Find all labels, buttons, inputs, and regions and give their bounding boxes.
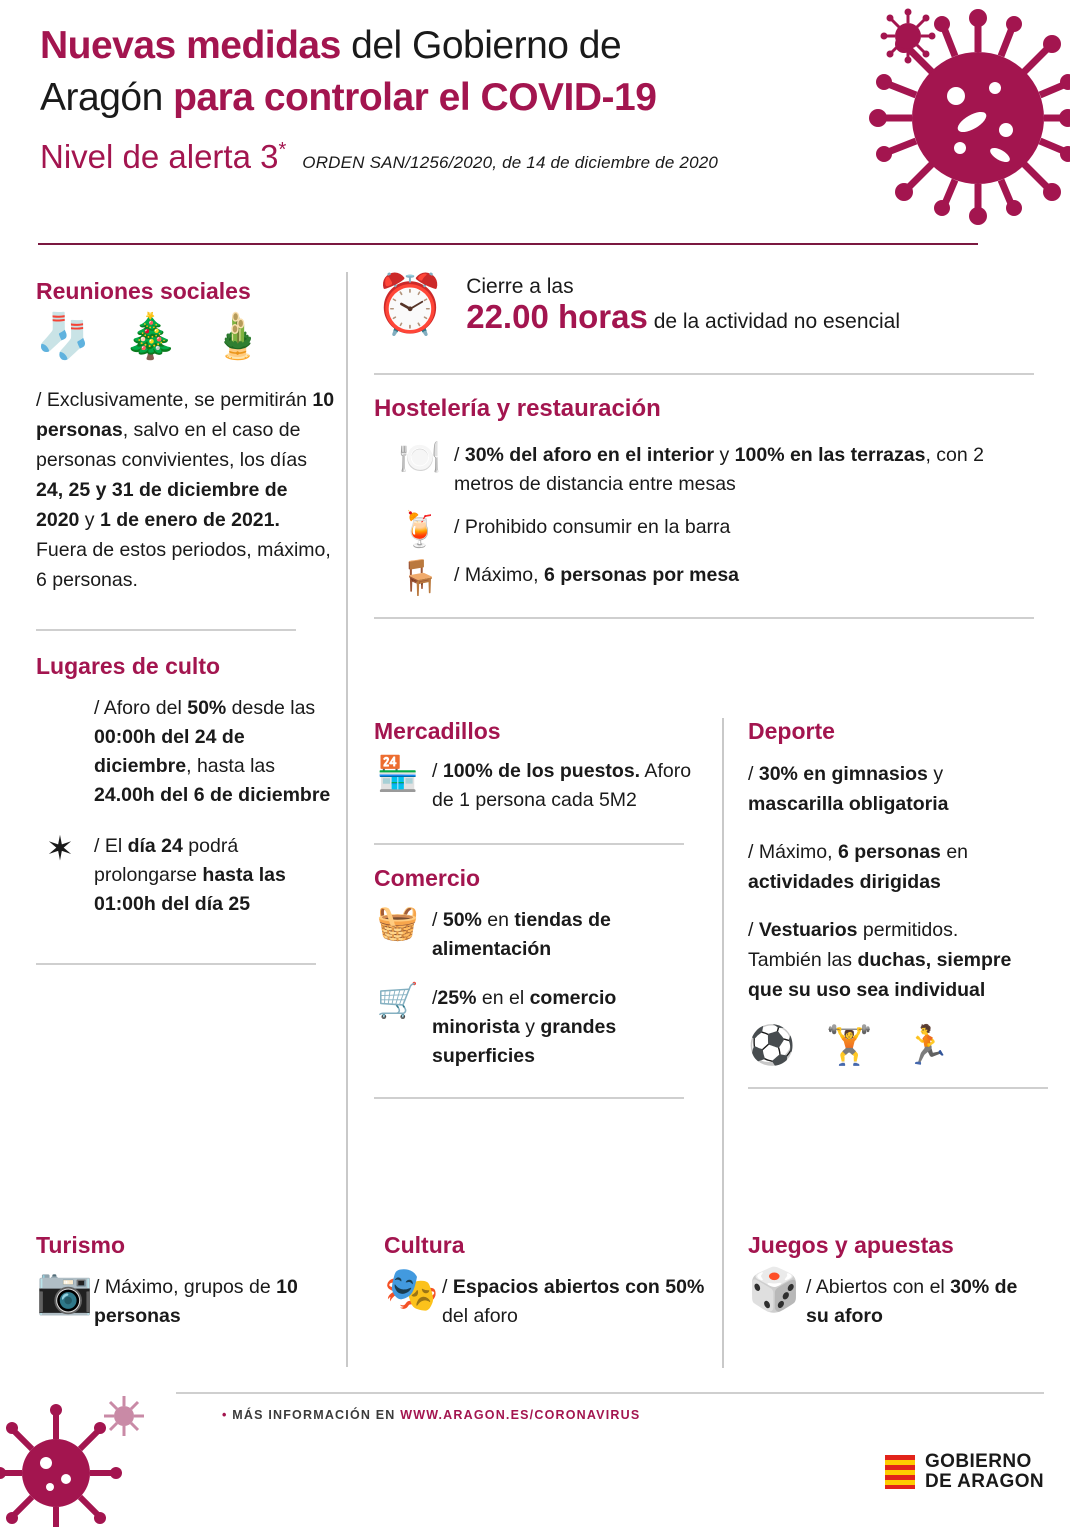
title-highlight-1: Nuevas medidas [40, 24, 341, 67]
divider-deporte [748, 1087, 1048, 1089]
divider-culto [36, 963, 316, 965]
title-plain-1: del Gobierno de [340, 24, 622, 67]
footer-info [222, 1408, 640, 1422]
left-column [36, 278, 336, 983]
comercio-item-2: /25% en el comercio minorista y grandes superficies [432, 987, 617, 1067]
divider-reuniones [36, 629, 296, 631]
juegos-text: / Abiertos con el 30% de su aforo [806, 1276, 1018, 1327]
closing-line2: de la actividad no esencial [653, 310, 901, 333]
turismo-block [36, 1232, 346, 1345]
shopping-cart-icon: 🛒 [376, 982, 420, 1020]
hosteleria-item-3: / Máximo, 6 personas por mesa [454, 564, 740, 586]
alert-level [40, 138, 286, 176]
center-column [374, 718, 722, 1117]
deporte-item-2: / Máximo, 6 personas en actividades dirigidas [748, 841, 969, 893]
footer-divider [176, 1392, 1044, 1394]
government-logo [885, 1452, 1044, 1492]
footer-more-info: MÁS INFORMACIÓN EN [232, 1408, 401, 1422]
star-icon: ✶ [45, 830, 75, 868]
section-title-turismo: Turismo [36, 1232, 126, 1258]
section-title-cultura: Cultura [384, 1232, 465, 1258]
hosteleria-item-1: / 30% del aforo en el interior y 100% en las terrazas, con 2 metros de distancia entre mesas [454, 444, 985, 495]
divider-hosteleria [374, 617, 1034, 619]
divider-closing [374, 373, 1034, 375]
aragon-flag-icon [885, 1455, 915, 1489]
hosteleria-item [396, 513, 1044, 547]
deporte-item-3: / Vestuarios permitidos. También las duchas, siempre que su uso sea individual [748, 919, 1012, 1001]
camera-icon: 📷 [36, 1264, 94, 1316]
main-column [374, 272, 1044, 637]
culto-item-1: / Aforo del 50% desde las 00:00h del 24 de diciembre, hasta las 24.00h del 6 de diciembre [94, 697, 331, 806]
bottom-row [36, 1232, 1044, 1345]
reuniones-text: / Exclusivamente, se permitirán 10 personas, salvo en el caso de personas convivientes, los días 24, 25 y 31 de diciembre de 2020 y 1 de enero de 2021. Fuera de estos periodos, máximo, 6 personas. [36, 389, 335, 591]
comercio-item-1: / 50% en tiendas de alimentación [432, 909, 611, 960]
closing-line1: Cierre a las [466, 275, 574, 298]
column-divider-left [346, 272, 348, 1367]
footer-url[interactable]: WWW.ARAGON.ES/CORONAVIRUS [400, 1408, 641, 1422]
culto-spacer-icon [36, 694, 84, 810]
header [40, 20, 1040, 176]
alarm-clock-icon: ⏰ [374, 271, 447, 337]
coronavirus-bottom-left-small-icon [100, 1392, 148, 1440]
serving-dome-icon: 🍽️ [398, 439, 442, 477]
title-highlight-2: para controlar el COVID-19 [173, 76, 657, 119]
hosteleria-item [396, 561, 1044, 595]
closing-hours: 22.00 horas [466, 298, 648, 335]
order-reference: ORDEN SAN/1256/2020, de 14 de diciembre de 2020 [302, 153, 719, 172]
lower-grid [374, 718, 1044, 1117]
section-title-juegos: Juegos y apuestas [748, 1232, 954, 1258]
divider-mercadillos [374, 843, 684, 845]
sport-icons: ⚽ 🏋️ 🏃 [748, 1025, 962, 1067]
section-title-reuniones: Reuniones sociales [36, 278, 251, 304]
title-plain-2: Aragón [40, 76, 174, 119]
section-title-hosteleria: Hostelería y restauración [374, 395, 661, 422]
alert-level-asterisk: * [278, 139, 287, 161]
header-divider [38, 243, 978, 245]
culto-item-2: / El día 24 podrá prolongarse hasta las 01:00h del día 25 [94, 835, 286, 915]
gov-line-1: GOBIERNO [924, 1451, 1032, 1472]
mercadillos-text: / 100% de los puestos. Aforo de 1 persona cada 5M2 [432, 760, 692, 811]
hosteleria-item [396, 441, 1044, 499]
alert-level-text: Nivel de alerta 3 [40, 138, 279, 175]
turismo-text: / Máximo, grupos de 10 personas [94, 1276, 298, 1327]
gov-line-2: DE ARAGON [924, 1471, 1044, 1492]
grocery-basket-icon: 🧺 [376, 904, 420, 942]
christmas-icons: 🧦 🎄 🎍 [36, 312, 275, 361]
market-stall-icon: 🏪 [376, 755, 420, 793]
section-title-comercio: Comercio [374, 865, 481, 891]
closing-time-block [374, 272, 1044, 337]
theatre-masks-icon: 🎭 [384, 1265, 439, 1314]
divider-comercio [374, 1097, 684, 1099]
cocktail-icon: 🍹 [398, 511, 442, 549]
dice-icon: 🎲 [748, 1266, 801, 1313]
cultura-text: / Espacios abiertos con 50% del aforo [442, 1276, 705, 1327]
juegos-block [722, 1232, 1044, 1345]
deporte-item-1: / 30% en gimnasios y mascarilla obligatoria [748, 763, 949, 815]
section-title-mercadillos: Mercadillos [374, 718, 501, 744]
cultura-block [346, 1232, 722, 1345]
page-title [40, 20, 1040, 124]
footer-bullet: • [222, 1408, 228, 1422]
table-chairs-icon: 🪑 [398, 559, 442, 597]
right-column [722, 718, 1022, 1117]
section-title-deporte: Deporte [748, 718, 835, 744]
section-title-culto: Lugares de culto [36, 653, 221, 679]
hosteleria-item-2: / Prohibido consumir en la barra [454, 516, 731, 538]
